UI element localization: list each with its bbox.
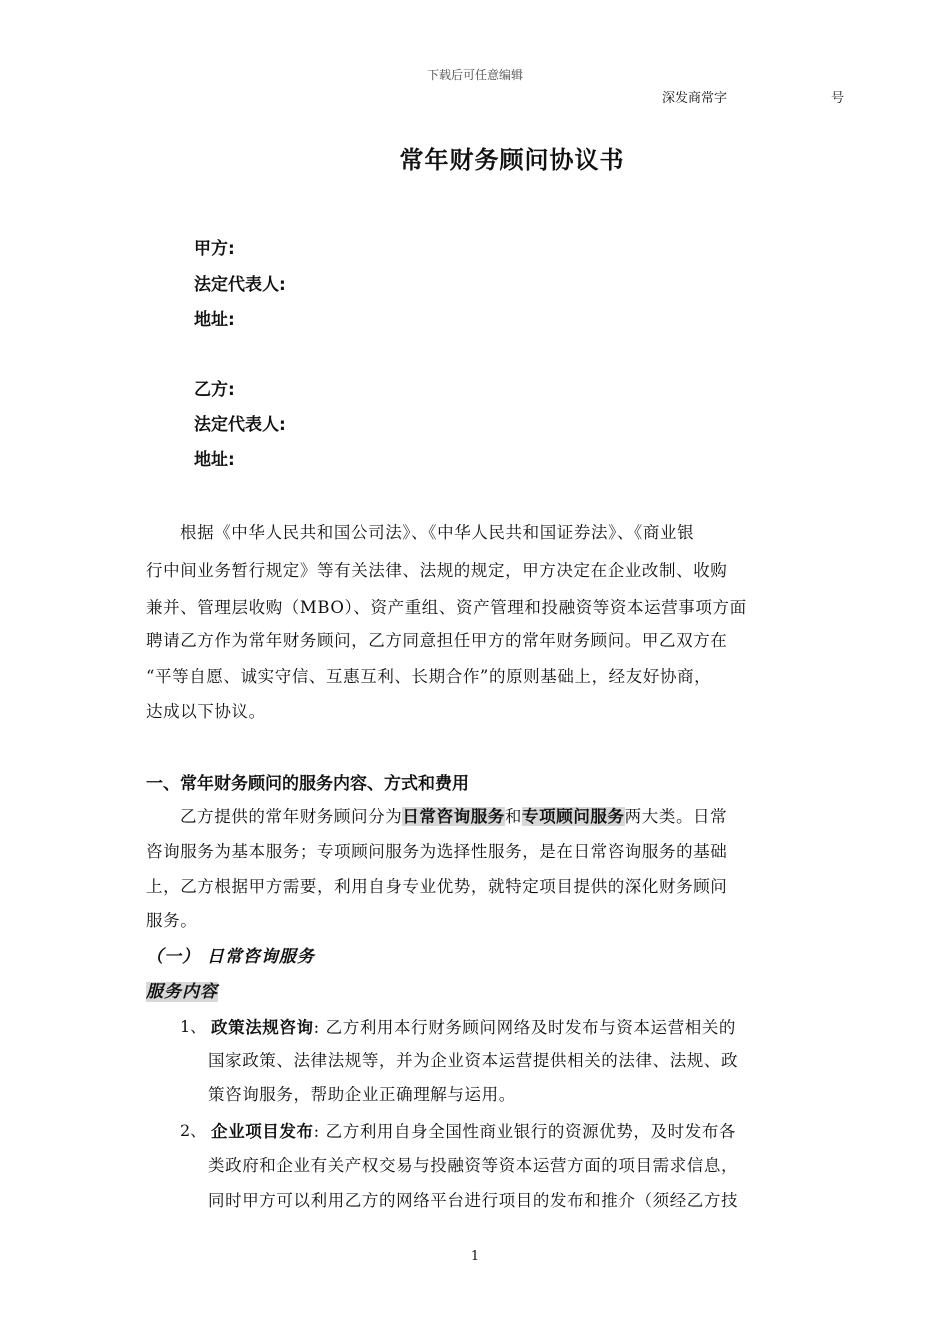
download-watermark: 下载后可任意编辑 [426,68,523,82]
section-paragraph-line: 咨询服务为基本服务；专项顾问服务为选择性服务，是在日常咨询服务的基础 [146,842,728,861]
list-item-number: 1、 [180,1017,207,1036]
list-item-line: 国家政策、法律法规等，并为企业资本运营提供相关的法律、法规、政 [208,1051,739,1070]
text-segment: 两大类。日常 [624,807,728,826]
party-b-address: 地址: [194,450,235,470]
list-item-line: 类政府和企业有关产权交易与投融资等资本运营方面的项目需求信息， [208,1156,739,1175]
intro-line: 达成以下协议。 [146,702,266,721]
section-heading: 一、常年财务顾问的服务内容、方式和费用 [146,774,469,794]
page-number: 1 [470,1249,480,1264]
list-item-line [211,1014,736,1038]
document-number [662,87,844,106]
list-item-line: 策咨询服务，帮助企业正确理解与运用。 [208,1085,516,1104]
doc-number-prefix: 深发商常字 [662,91,728,106]
list-item-line: 同时甲方可以利用乙方的网络平台进行项目的发布和推介（须经乙方技 [208,1191,739,1210]
text-segment: 乙方提供的常年财务顾问分为 [180,807,403,826]
list-item-line [211,1118,736,1142]
section-paragraph-line: 上，乙方根据甲方需要，利用自身专业优势，就特定项目提供的深化财务顾问 [146,877,728,896]
list-item-term: 企业项目发布 [211,1122,314,1141]
list-item-text: : 乙方利用自身全国性商业银行的资源优势，及时发布各 [313,1122,737,1141]
list-item-text: : 乙方利用本行财务顾问网络及时发布与资本运营相关的 [313,1018,737,1037]
list-item-number: 2、 [180,1121,207,1140]
intro-line: 行中间业务暂行规定》等有关法律、法规的规定，甲方决定在企业改制、收购 [146,561,728,580]
party-a-address: 地址: [194,310,235,330]
list-item-term: 政策法规咨询 [211,1018,314,1037]
party-a-name: 甲方: [194,239,235,259]
section-paragraph-line: 服务。 [146,911,198,930]
party-b-name: 乙方: [194,380,235,400]
highlight-daily-consulting: 日常咨询服务 [402,807,505,826]
service-content-text: 服务内容 [146,982,218,1002]
intro-line: 聘请乙方作为常年财务顾问，乙方同意担任甲方的常年财务顾问。甲乙双方在 [146,631,728,650]
subsection-heading: （一） 日常咨询服务 [146,947,315,967]
intro-line: 根据《中华人民共和国公司法》、《中华人民共和国证券法》、《商业银 [180,523,695,542]
highlight-special-advisory: 专项顾问服务 [522,807,625,826]
page-title: 常年财务顾问协议书 [399,146,625,174]
intro-line: 兼并、管理层收购（MBO）、资产重组、资产管理和投融资等资本运营事项方面 [146,598,747,617]
party-a-representative: 法定代表人: [194,275,286,295]
service-content-label [146,977,218,1002]
text-segment: 和 [504,807,523,826]
party-b-representative: 法定代表人: [194,415,286,435]
doc-number-suffix: 号 [831,91,845,106]
section-paragraph-line [180,803,727,827]
intro-line: “平等自愿、诚实守信、互惠互利、长期合作”的原则基础上，经友好协商， [146,667,712,686]
